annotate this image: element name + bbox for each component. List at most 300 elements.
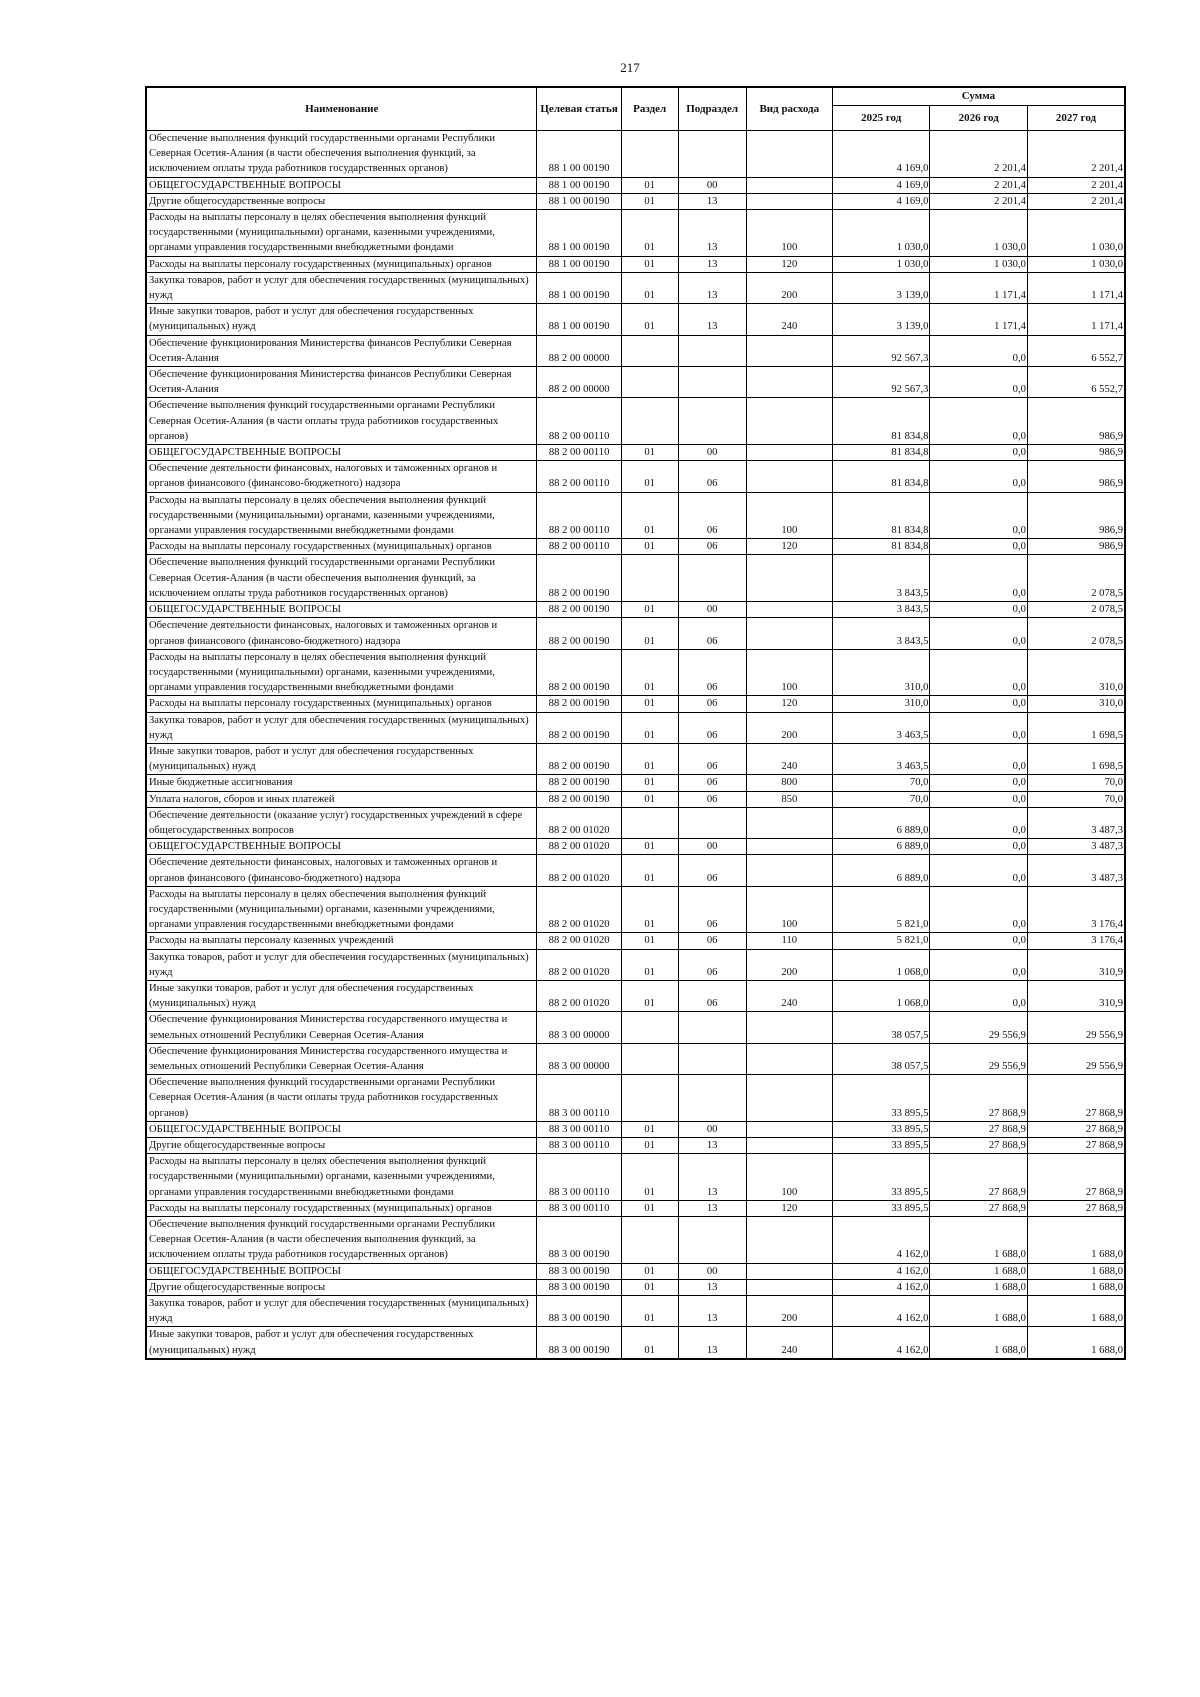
cell-target: 88 2 00 00110 xyxy=(537,398,621,445)
cell-target: 88 1 00 00190 xyxy=(537,177,621,193)
cell-section: 01 xyxy=(621,743,678,774)
cell-subsection: 06 xyxy=(678,492,746,539)
cell-section: 01 xyxy=(621,602,678,618)
table-row xyxy=(146,272,1125,303)
cell-2025: 38 057,5 xyxy=(832,1012,929,1043)
cell-section: 01 xyxy=(621,618,678,649)
cell-expense-type xyxy=(746,1138,832,1154)
cell-target: 88 3 00 00110 xyxy=(537,1121,621,1137)
cell-section: 01 xyxy=(621,1279,678,1295)
cell-2026: 0,0 xyxy=(930,398,1027,445)
cell-section: 01 xyxy=(621,304,678,335)
cell-2027: 1 698,5 xyxy=(1027,743,1125,774)
cell-expense-type xyxy=(746,177,832,193)
cell-name: Обеспечение функционирования Министерства финансов Республики Северная Осетия-Алания xyxy=(146,335,537,366)
cell-section: 01 xyxy=(621,696,678,712)
cell-2025: 3 843,5 xyxy=(832,555,929,602)
cell-expense-type: 200 xyxy=(746,949,832,980)
cell-expense-type xyxy=(746,398,832,445)
cell-subsection: 00 xyxy=(678,839,746,855)
cell-2026: 27 868,9 xyxy=(930,1121,1027,1137)
cell-subsection xyxy=(678,807,746,838)
cell-subsection: 06 xyxy=(678,712,746,743)
table-row xyxy=(146,1327,1125,1359)
header-name: Наименование xyxy=(146,87,537,131)
cell-name: Обеспечение выполнения функций государственными органами Республики Северная Осетия-Алания (в части оплаты труда работников государственных органов) xyxy=(146,398,537,445)
page-number: 217 xyxy=(620,60,640,75)
cell-section: 01 xyxy=(621,949,678,980)
cell-2026: 1 688,0 xyxy=(930,1296,1027,1327)
cell-2027: 1 171,4 xyxy=(1027,304,1125,335)
cell-subsection: 13 xyxy=(678,1327,746,1359)
cell-2025: 33 895,5 xyxy=(832,1154,929,1201)
cell-target: 88 3 00 00190 xyxy=(537,1263,621,1279)
cell-2026: 0,0 xyxy=(930,445,1027,461)
cell-2025: 33 895,5 xyxy=(832,1200,929,1216)
cell-target: 88 1 00 00190 xyxy=(537,131,621,178)
table-body xyxy=(146,131,1125,1359)
cell-subsection xyxy=(678,1043,746,1074)
cell-2026: 2 201,4 xyxy=(930,131,1027,178)
cell-2025: 81 834,8 xyxy=(832,461,929,492)
cell-name: Расходы на выплаты персоналу в целях обеспечения выполнения функций государственными (муниципальными) органами, казенными учреждениями, органами управления государственными внебюджетными фондами xyxy=(146,210,537,257)
cell-2027: 1 171,4 xyxy=(1027,272,1125,303)
cell-name: Обеспечение деятельности финансовых, налоговых и таможенных органов и органов финансового (финансово-бюджетного) надзора xyxy=(146,618,537,649)
cell-2026: 1 688,0 xyxy=(930,1217,1027,1264)
cell-target: 88 2 00 01020 xyxy=(537,807,621,838)
cell-2027: 27 868,9 xyxy=(1027,1121,1125,1137)
cell-expense-type xyxy=(746,1012,832,1043)
cell-name: ОБЩЕГОСУДАРСТВЕННЫЕ ВОПРОСЫ xyxy=(146,602,537,618)
cell-subsection: 13 xyxy=(678,210,746,257)
cell-section: 01 xyxy=(621,649,678,696)
cell-2026: 1 030,0 xyxy=(930,256,1027,272)
table-row xyxy=(146,1121,1125,1137)
cell-2026: 1 688,0 xyxy=(930,1279,1027,1295)
budget-table xyxy=(145,86,1126,1360)
cell-2025: 1 030,0 xyxy=(832,210,929,257)
table-row xyxy=(146,335,1125,366)
table-row xyxy=(146,807,1125,838)
cell-section: 01 xyxy=(621,445,678,461)
cell-subsection: 06 xyxy=(678,775,746,791)
cell-expense-type: 200 xyxy=(746,272,832,303)
cell-subsection: 00 xyxy=(678,1121,746,1137)
cell-2025: 3 463,5 xyxy=(832,712,929,743)
cell-2027: 986,9 xyxy=(1027,539,1125,555)
cell-target: 88 2 00 00190 xyxy=(537,743,621,774)
cell-subsection xyxy=(678,335,746,366)
cell-subsection: 00 xyxy=(678,1263,746,1279)
header-year-2026: 2026 год xyxy=(930,106,1027,131)
header-subsection: Подраздел xyxy=(678,87,746,131)
cell-section: 01 xyxy=(621,775,678,791)
cell-target: 88 3 00 00000 xyxy=(537,1012,621,1043)
cell-2027: 6 552,7 xyxy=(1027,335,1125,366)
cell-target: 88 2 00 00190 xyxy=(537,696,621,712)
cell-name: Закупка товаров, работ и услуг для обеспечения государственных (муниципальных) нужд xyxy=(146,1296,537,1327)
cell-2027: 29 556,9 xyxy=(1027,1043,1125,1074)
cell-subsection: 00 xyxy=(678,602,746,618)
cell-target: 88 3 00 00000 xyxy=(537,1043,621,1074)
cell-name: ОБЩЕГОСУДАРСТВЕННЫЕ ВОПРОСЫ xyxy=(146,1263,537,1279)
cell-expense-type: 120 xyxy=(746,696,832,712)
cell-2026: 0,0 xyxy=(930,839,1027,855)
cell-2027: 986,9 xyxy=(1027,492,1125,539)
cell-expense-type: 240 xyxy=(746,743,832,774)
cell-2025: 81 834,8 xyxy=(832,539,929,555)
cell-section xyxy=(621,1075,678,1122)
cell-2026: 1 030,0 xyxy=(930,210,1027,257)
cell-section xyxy=(621,398,678,445)
cell-2025: 3 463,5 xyxy=(832,743,929,774)
cell-2026: 0,0 xyxy=(930,555,1027,602)
cell-name: Обеспечение деятельности финансовых, налоговых и таможенных органов и органов финансового (финансово-бюджетного) надзора xyxy=(146,461,537,492)
cell-section: 01 xyxy=(621,193,678,209)
cell-subsection: 06 xyxy=(678,855,746,886)
cell-2025: 3 139,0 xyxy=(832,272,929,303)
cell-2027: 70,0 xyxy=(1027,791,1125,807)
cell-2026: 0,0 xyxy=(930,855,1027,886)
cell-subsection: 06 xyxy=(678,743,746,774)
cell-name: ОБЩЕГОСУДАРСТВЕННЫЕ ВОПРОСЫ xyxy=(146,177,537,193)
cell-subsection: 13 xyxy=(678,304,746,335)
cell-name: Обеспечение функционирования Министерства финансов Республики Северная Осетия-Алания xyxy=(146,367,537,398)
cell-subsection: 06 xyxy=(678,696,746,712)
cell-2027: 1 688,0 xyxy=(1027,1263,1125,1279)
cell-name: Иные закупки товаров, работ и услуг для обеспечения государственных (муниципальных) нужд xyxy=(146,743,537,774)
cell-2025: 33 895,5 xyxy=(832,1075,929,1122)
header-expense-type: Вид расхода xyxy=(746,87,832,131)
cell-2025: 6 889,0 xyxy=(832,839,929,855)
cell-2027: 2 078,5 xyxy=(1027,602,1125,618)
cell-expense-type xyxy=(746,335,832,366)
cell-target: 88 2 00 00190 xyxy=(537,602,621,618)
cell-subsection xyxy=(678,555,746,602)
cell-2026: 0,0 xyxy=(930,649,1027,696)
cell-subsection xyxy=(678,1217,746,1264)
header-year-2027: 2027 год xyxy=(1027,106,1125,131)
cell-expense-type: 100 xyxy=(746,1154,832,1201)
cell-target: 88 3 00 00110 xyxy=(537,1075,621,1122)
table-row xyxy=(146,1279,1125,1295)
cell-2026: 0,0 xyxy=(930,712,1027,743)
cell-2027: 3 176,4 xyxy=(1027,933,1125,949)
table-row xyxy=(146,1012,1125,1043)
cell-expense-type xyxy=(746,461,832,492)
cell-2025: 92 567,3 xyxy=(832,335,929,366)
cell-subsection: 13 xyxy=(678,1296,746,1327)
cell-2025: 6 889,0 xyxy=(832,807,929,838)
cell-section: 01 xyxy=(621,492,678,539)
cell-2025: 1 068,0 xyxy=(832,980,929,1011)
cell-2027: 310,9 xyxy=(1027,949,1125,980)
cell-target: 88 2 00 00190 xyxy=(537,712,621,743)
cell-target: 88 1 00 00190 xyxy=(537,210,621,257)
cell-subsection: 13 xyxy=(678,272,746,303)
cell-expense-type: 100 xyxy=(746,649,832,696)
cell-subsection xyxy=(678,398,746,445)
cell-expense-type xyxy=(746,839,832,855)
cell-subsection: 06 xyxy=(678,949,746,980)
cell-expense-type: 200 xyxy=(746,1296,832,1327)
cell-2027: 1 688,0 xyxy=(1027,1327,1125,1359)
cell-2025: 4 162,0 xyxy=(832,1296,929,1327)
cell-expense-type xyxy=(746,367,832,398)
cell-subsection: 13 xyxy=(678,1138,746,1154)
cell-target: 88 2 00 01020 xyxy=(537,886,621,933)
cell-expense-type: 200 xyxy=(746,712,832,743)
cell-subsection: 13 xyxy=(678,193,746,209)
cell-2026: 29 556,9 xyxy=(930,1012,1027,1043)
cell-2027: 3 487,3 xyxy=(1027,807,1125,838)
cell-2026: 0,0 xyxy=(930,949,1027,980)
cell-name: Другие общегосударственные вопросы xyxy=(146,1138,537,1154)
cell-section: 01 xyxy=(621,461,678,492)
cell-2027: 2 078,5 xyxy=(1027,555,1125,602)
cell-subsection xyxy=(678,1012,746,1043)
table-row xyxy=(146,539,1125,555)
cell-target: 88 2 00 00190 xyxy=(537,555,621,602)
cell-2025: 33 895,5 xyxy=(832,1138,929,1154)
table-row xyxy=(146,492,1125,539)
cell-name: Закупка товаров, работ и услуг для обеспечения государственных (муниципальных) нужд xyxy=(146,272,537,303)
cell-name: Обеспечение деятельности (оказание услуг) государственных учреждений в сфере общегосударственных вопросов xyxy=(146,807,537,838)
cell-subsection: 06 xyxy=(678,980,746,1011)
cell-2026: 0,0 xyxy=(930,696,1027,712)
cell-expense-type: 100 xyxy=(746,886,832,933)
cell-2027: 27 868,9 xyxy=(1027,1154,1125,1201)
cell-2027: 986,9 xyxy=(1027,398,1125,445)
cell-target: 88 2 00 00110 xyxy=(537,539,621,555)
table-row xyxy=(146,1296,1125,1327)
cell-target: 88 2 00 00190 xyxy=(537,649,621,696)
cell-expense-type xyxy=(746,618,832,649)
cell-2027: 1 688,0 xyxy=(1027,1279,1125,1295)
cell-name: Закупка товаров, работ и услуг для обеспечения государственных (муниципальных) нужд xyxy=(146,949,537,980)
table-row xyxy=(146,131,1125,178)
cell-2027: 2 078,5 xyxy=(1027,618,1125,649)
cell-2025: 81 834,8 xyxy=(832,492,929,539)
cell-expense-type xyxy=(746,1075,832,1122)
cell-subsection: 00 xyxy=(678,177,746,193)
cell-section xyxy=(621,131,678,178)
cell-2026: 0,0 xyxy=(930,461,1027,492)
cell-2026: 2 201,4 xyxy=(930,177,1027,193)
cell-target: 88 2 00 00000 xyxy=(537,367,621,398)
cell-2025: 81 834,8 xyxy=(832,445,929,461)
cell-2027: 1 030,0 xyxy=(1027,256,1125,272)
table-row xyxy=(146,855,1125,886)
cell-target: 88 3 00 00190 xyxy=(537,1279,621,1295)
cell-section: 01 xyxy=(621,933,678,949)
cell-2025: 4 169,0 xyxy=(832,193,929,209)
table-row xyxy=(146,1263,1125,1279)
cell-section: 01 xyxy=(621,1327,678,1359)
cell-2027: 29 556,9 xyxy=(1027,1012,1125,1043)
cell-2027: 310,0 xyxy=(1027,649,1125,696)
cell-expense-type xyxy=(746,855,832,886)
cell-2025: 4 169,0 xyxy=(832,131,929,178)
table-row xyxy=(146,1043,1125,1074)
cell-2025: 3 139,0 xyxy=(832,304,929,335)
cell-expense-type xyxy=(746,1043,832,1074)
cell-subsection xyxy=(678,367,746,398)
cell-section: 01 xyxy=(621,1200,678,1216)
cell-2026: 0,0 xyxy=(930,933,1027,949)
cell-2025: 310,0 xyxy=(832,696,929,712)
cell-target: 88 3 00 00110 xyxy=(537,1200,621,1216)
cell-expense-type xyxy=(746,1263,832,1279)
table-row xyxy=(146,618,1125,649)
cell-2026: 0,0 xyxy=(930,367,1027,398)
cell-expense-type xyxy=(746,445,832,461)
cell-2025: 1 068,0 xyxy=(832,949,929,980)
cell-section xyxy=(621,1012,678,1043)
cell-2025: 81 834,8 xyxy=(832,398,929,445)
cell-subsection: 06 xyxy=(678,618,746,649)
cell-2025: 70,0 xyxy=(832,791,929,807)
cell-2026: 0,0 xyxy=(930,492,1027,539)
cell-subsection: 06 xyxy=(678,791,746,807)
cell-section: 01 xyxy=(621,712,678,743)
cell-expense-type xyxy=(746,1217,832,1264)
cell-section: 01 xyxy=(621,272,678,303)
cell-subsection: 13 xyxy=(678,1200,746,1216)
header-target: Целевая статья xyxy=(537,87,621,131)
cell-section xyxy=(621,1043,678,1074)
cell-2026: 0,0 xyxy=(930,807,1027,838)
cell-2027: 310,0 xyxy=(1027,696,1125,712)
cell-section xyxy=(621,335,678,366)
cell-subsection: 06 xyxy=(678,539,746,555)
cell-2027: 2 201,4 xyxy=(1027,177,1125,193)
cell-expense-type: 800 xyxy=(746,775,832,791)
cell-target: 88 2 00 00110 xyxy=(537,492,621,539)
cell-2025: 33 895,5 xyxy=(832,1121,929,1137)
cell-name: ОБЩЕГОСУДАРСТВЕННЫЕ ВОПРОСЫ xyxy=(146,445,537,461)
cell-name: Обеспечение выполнения функций государственными органами Республики Северная Осетия-Алания (в части обеспечения выполнения функций, за исключением оплаты труда работников государственных органов) xyxy=(146,555,537,602)
cell-name: Закупка товаров, работ и услуг для обеспечения государственных (муниципальных) нужд xyxy=(146,712,537,743)
cell-expense-type: 850 xyxy=(746,791,832,807)
cell-2025: 1 030,0 xyxy=(832,256,929,272)
cell-name: Расходы на выплаты персоналу государственных (муниципальных) органов xyxy=(146,539,537,555)
table-row xyxy=(146,712,1125,743)
cell-2026: 0,0 xyxy=(930,602,1027,618)
cell-section: 01 xyxy=(621,839,678,855)
table-row xyxy=(146,1075,1125,1122)
header-year-2025: 2025 год xyxy=(832,106,929,131)
cell-2025: 3 843,5 xyxy=(832,618,929,649)
cell-target: 88 2 00 01020 xyxy=(537,949,621,980)
cell-target: 88 2 00 00000 xyxy=(537,335,621,366)
cell-name: ОБЩЕГОСУДАРСТВЕННЫЕ ВОПРОСЫ xyxy=(146,1121,537,1137)
cell-target: 88 3 00 00190 xyxy=(537,1296,621,1327)
cell-2025: 92 567,3 xyxy=(832,367,929,398)
cell-2027: 1 030,0 xyxy=(1027,210,1125,257)
cell-name: Уплата налогов, сборов и иных платежей xyxy=(146,791,537,807)
cell-target: 88 2 00 00190 xyxy=(537,618,621,649)
cell-2026: 27 868,9 xyxy=(930,1200,1027,1216)
cell-expense-type xyxy=(746,1121,832,1137)
table-header xyxy=(146,87,1125,131)
cell-2027: 27 868,9 xyxy=(1027,1200,1125,1216)
table-row xyxy=(146,839,1125,855)
cell-target: 88 2 00 00190 xyxy=(537,775,621,791)
cell-section: 01 xyxy=(621,1296,678,1327)
table-row xyxy=(146,193,1125,209)
table-row xyxy=(146,210,1125,257)
cell-section: 01 xyxy=(621,1138,678,1154)
table-row xyxy=(146,177,1125,193)
cell-expense-type: 240 xyxy=(746,980,832,1011)
cell-expense-type xyxy=(746,131,832,178)
cell-2025: 70,0 xyxy=(832,775,929,791)
cell-target: 88 1 00 00190 xyxy=(537,256,621,272)
cell-2026: 27 868,9 xyxy=(930,1138,1027,1154)
cell-expense-type: 120 xyxy=(746,1200,832,1216)
cell-2027: 1 688,0 xyxy=(1027,1296,1125,1327)
table-row xyxy=(146,949,1125,980)
cell-2026: 0,0 xyxy=(930,539,1027,555)
cell-subsection: 00 xyxy=(678,445,746,461)
cell-name: Расходы на выплаты персоналу в целях обеспечения выполнения функций государственными (муниципальными) органами, казенными учреждениями, органами управления государственными внебюджетными фондами xyxy=(146,886,537,933)
cell-2026: 27 868,9 xyxy=(930,1154,1027,1201)
cell-2027: 2 201,4 xyxy=(1027,193,1125,209)
cell-section xyxy=(621,367,678,398)
cell-2025: 4 162,0 xyxy=(832,1263,929,1279)
cell-subsection: 06 xyxy=(678,649,746,696)
cell-2026: 1 171,4 xyxy=(930,304,1027,335)
cell-2026: 1 688,0 xyxy=(930,1263,1027,1279)
cell-section: 01 xyxy=(621,1121,678,1137)
cell-subsection: 13 xyxy=(678,256,746,272)
cell-expense-type: 240 xyxy=(746,304,832,335)
cell-expense-type xyxy=(746,602,832,618)
cell-2027: 310,9 xyxy=(1027,980,1125,1011)
cell-2025: 4 162,0 xyxy=(832,1279,929,1295)
cell-target: 88 2 00 00110 xyxy=(537,445,621,461)
cell-section: 01 xyxy=(621,855,678,886)
cell-target: 88 2 00 00110 xyxy=(537,461,621,492)
cell-expense-type: 240 xyxy=(746,1327,832,1359)
cell-section xyxy=(621,807,678,838)
cell-2025: 38 057,5 xyxy=(832,1043,929,1074)
cell-target: 88 3 00 00190 xyxy=(537,1327,621,1359)
cell-target: 88 3 00 00110 xyxy=(537,1138,621,1154)
cell-expense-type: 100 xyxy=(746,492,832,539)
cell-2026: 0,0 xyxy=(930,791,1027,807)
cell-name: Обеспечение функционирования Министерства государственного имущества и земельных отношений Республики Северная Осетия-Алания xyxy=(146,1012,537,1043)
table-row xyxy=(146,1200,1125,1216)
cell-name: Иные закупки товаров, работ и услуг для обеспечения государственных (муниципальных) нужд xyxy=(146,980,537,1011)
cell-name: Расходы на выплаты персоналу в целях обеспечения выполнения функций государственными (муниципальными) органами, казенными учреждениями, органами управления государственными внебюджетными фондами xyxy=(146,1154,537,1201)
cell-2026: 0,0 xyxy=(930,775,1027,791)
cell-subsection xyxy=(678,131,746,178)
cell-name: Другие общегосударственные вопросы xyxy=(146,1279,537,1295)
cell-name: Расходы на выплаты персоналу в целях обеспечения выполнения функций государственными (муниципальными) органами, казенными учреждениями, органами управления государственными внебюджетными фондами xyxy=(146,492,537,539)
table-row xyxy=(146,1217,1125,1264)
cell-section: 01 xyxy=(621,791,678,807)
cell-2027: 1 698,5 xyxy=(1027,712,1125,743)
cell-target: 88 2 00 01020 xyxy=(537,839,621,855)
cell-2027: 6 552,7 xyxy=(1027,367,1125,398)
table-row xyxy=(146,649,1125,696)
cell-expense-type: 100 xyxy=(746,210,832,257)
cell-expense-type: 110 xyxy=(746,933,832,949)
cell-subsection: 06 xyxy=(678,461,746,492)
cell-target: 88 2 00 01020 xyxy=(537,980,621,1011)
